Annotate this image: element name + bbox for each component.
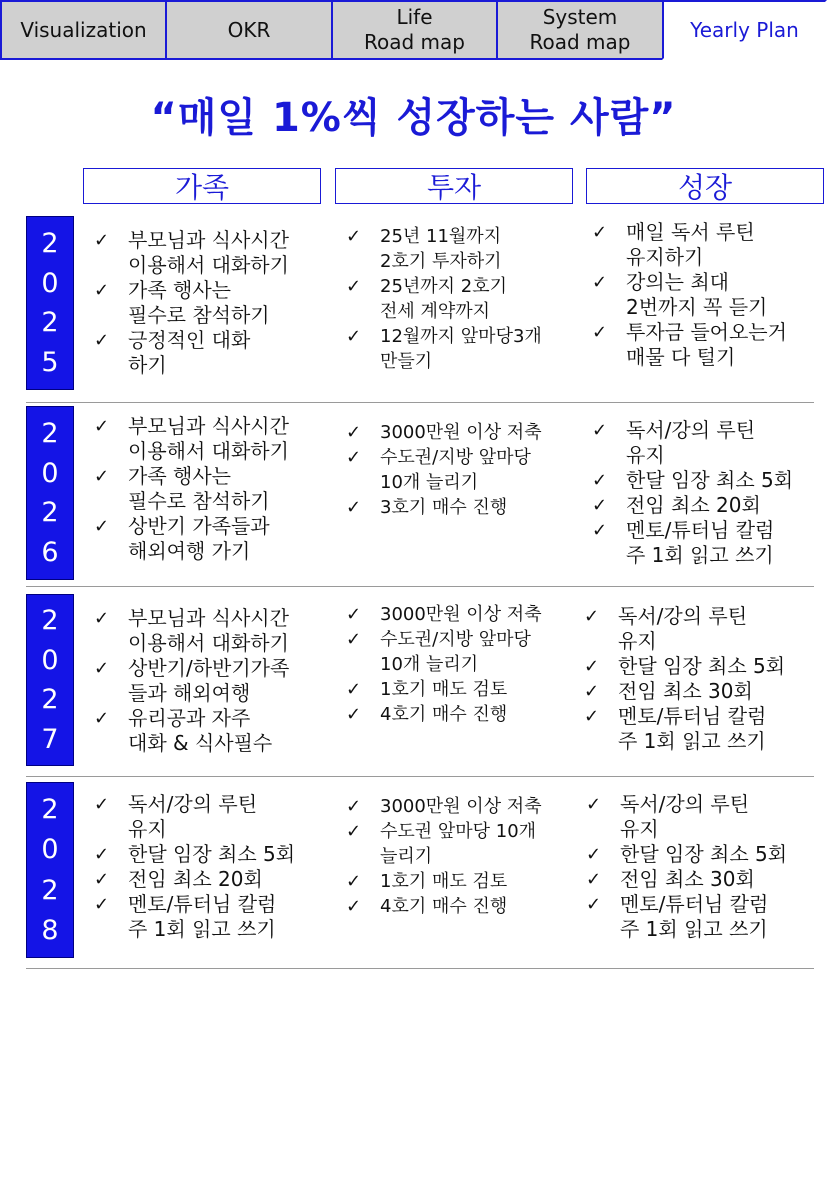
- year-digit: 2: [41, 227, 59, 259]
- goal-list: [592, 220, 820, 370]
- check-mark-icon: ✓: [94, 466, 110, 487]
- goal-list: [94, 228, 332, 378]
- goal-item: [346, 324, 584, 374]
- cell-family: [94, 228, 332, 378]
- goal-item: [94, 606, 332, 656]
- goal-text: 4호기 매수 진행: [380, 704, 508, 725]
- goal-text: 3000만원 이상 저축: [380, 422, 542, 443]
- goal-text: 가족 행사는 필수로 참석하기: [128, 464, 270, 513]
- goal-item: [94, 656, 332, 706]
- tab-bar: [0, 0, 827, 60]
- check-mark-icon: ✓: [584, 706, 600, 727]
- year-badge: [26, 406, 74, 580]
- goal-item: [346, 495, 584, 520]
- cell-growth: [592, 220, 820, 370]
- goal-list: [346, 794, 584, 919]
- goal-text: 독서/강의 루틴 유지: [626, 418, 756, 467]
- goal-item: [584, 654, 812, 679]
- check-mark-icon: ✓: [586, 869, 602, 890]
- tab-visualization[interactable]: Visualization: [0, 0, 167, 60]
- goal-item: [346, 274, 584, 324]
- goal-item: [584, 704, 812, 754]
- goal-item: [94, 792, 332, 842]
- cell-invest: [346, 420, 584, 520]
- check-mark-icon: ✓: [584, 606, 600, 627]
- goal-item: [94, 464, 332, 514]
- check-mark-icon: ✓: [94, 516, 110, 537]
- page-title: “매일 1%씩 성장하는 사람”: [150, 95, 677, 141]
- check-mark-icon: ✓: [346, 629, 362, 650]
- year-digit: 8: [41, 914, 59, 946]
- check-mark-icon: ✓: [592, 322, 608, 343]
- goal-list: [592, 418, 820, 568]
- goal-item: [94, 892, 332, 942]
- goal-item: [94, 228, 332, 278]
- goal-text: 부모님과 식사시간 이용해서 대화하기: [128, 606, 289, 655]
- goal-text: 전임 최소 30회: [620, 867, 755, 891]
- goal-text: 부모님과 식사시간 이용해서 대화하기: [128, 414, 289, 463]
- goal-text: 전임 최소 30회: [618, 679, 753, 703]
- goal-text: 유리공과 자주 대화 & 식사필수: [128, 706, 273, 755]
- goal-item: [592, 418, 820, 468]
- column-header-growth: 성장: [586, 168, 824, 204]
- cell-family: [94, 414, 332, 564]
- goal-text: 투자금 들어오는거 매물 다 털기: [626, 320, 787, 369]
- year-badge: [26, 216, 74, 390]
- check-mark-icon: ✓: [584, 656, 600, 677]
- goal-list: [94, 606, 332, 756]
- column-header-invest: 투자: [335, 168, 573, 204]
- check-mark-icon: ✓: [94, 416, 110, 437]
- cell-family: [94, 792, 332, 942]
- cell-invest: [346, 224, 584, 374]
- cell-family: [94, 606, 332, 756]
- goal-item: [346, 819, 584, 869]
- goal-text: 멘토/튜터님 칼럼 주 1회 읽고 쓰기: [626, 518, 775, 567]
- check-mark-icon: ✓: [346, 896, 362, 917]
- check-mark-icon: ✓: [346, 796, 362, 817]
- goal-item: [592, 220, 820, 270]
- goal-text: 독서/강의 루틴 유지: [618, 604, 748, 653]
- year-digit: 0: [41, 644, 59, 676]
- goal-text: 상반기 가족들과 해외여행 가기: [128, 514, 270, 563]
- goal-text: 한달 임장 최소 5회: [618, 654, 786, 678]
- goal-text: 긍정적인 대화 하기: [128, 328, 251, 377]
- check-mark-icon: ✓: [586, 894, 602, 915]
- goal-item: [94, 328, 332, 378]
- goal-text: 25년 11월까지 2호기 투자하기: [380, 226, 502, 272]
- tab-yearly-plan[interactable]: Yearly Plan: [662, 0, 827, 60]
- goal-text: 강의는 최대 2번까지 꼭 듣기: [626, 270, 768, 319]
- year-digit: 6: [41, 537, 59, 569]
- goal-text: 전임 최소 20회: [128, 867, 263, 891]
- check-mark-icon: ✓: [94, 794, 110, 815]
- goal-text: 상반기/하반기가족 들과 해외여행: [128, 656, 290, 705]
- goal-item: [346, 894, 584, 919]
- check-mark-icon: ✓: [592, 470, 608, 491]
- goal-text: 독서/강의 루틴 유지: [620, 792, 750, 841]
- check-mark-icon: ✓: [94, 280, 110, 301]
- goal-text: 부모님과 식사시간 이용해서 대화하기: [128, 228, 289, 277]
- year-digit: 0: [41, 834, 59, 866]
- check-mark-icon: ✓: [584, 681, 600, 702]
- column-header-family: 가족: [83, 168, 321, 204]
- goal-text: 수도권/지방 앞마당 10개 늘리기: [380, 447, 531, 493]
- year-digit: 2: [41, 605, 59, 637]
- goal-text: 매일 독서 루틴 유지하기: [626, 220, 755, 269]
- goal-item: [346, 445, 584, 495]
- goal-item: [94, 867, 332, 892]
- goal-text: 수도권/지방 앞마당 10개 늘리기: [380, 629, 531, 675]
- goal-item: [346, 702, 584, 727]
- goal-item: [584, 604, 812, 654]
- goal-item: [592, 270, 820, 320]
- tab-life-road-map[interactable]: Life Road map: [331, 0, 498, 60]
- goal-list: [346, 224, 584, 374]
- goal-item: [346, 794, 584, 819]
- check-mark-icon: ✓: [346, 704, 362, 725]
- goal-text: 1호기 매도 검토: [380, 679, 508, 700]
- check-mark-icon: ✓: [346, 679, 362, 700]
- check-mark-icon: ✓: [346, 497, 362, 518]
- goal-text: 가족 행사는 필수로 참석하기: [128, 278, 270, 327]
- goal-item: [586, 892, 814, 942]
- check-mark-icon: ✓: [346, 276, 362, 297]
- check-mark-icon: ✓: [346, 422, 362, 443]
- check-mark-icon: ✓: [346, 821, 362, 842]
- tab-system-road-map[interactable]: System Road map: [496, 0, 664, 60]
- goal-item: [592, 518, 820, 568]
- year-digit: 7: [41, 723, 59, 755]
- goal-text: 4호기 매수 진행: [380, 896, 508, 917]
- year-digit: 0: [41, 457, 59, 489]
- goal-item: [346, 602, 584, 627]
- goal-item: [94, 278, 332, 328]
- cell-invest: [346, 794, 584, 919]
- goal-item: [94, 842, 332, 867]
- year-digit: 0: [41, 267, 59, 299]
- cell-invest: [346, 602, 584, 727]
- goal-list: [94, 414, 332, 564]
- year-badge: [26, 594, 74, 766]
- check-mark-icon: ✓: [586, 844, 602, 865]
- check-mark-icon: ✓: [94, 330, 110, 351]
- check-mark-icon: ✓: [94, 230, 110, 251]
- check-mark-icon: ✓: [592, 420, 608, 441]
- check-mark-icon: ✓: [592, 520, 608, 541]
- cell-growth: [592, 418, 820, 568]
- check-mark-icon: ✓: [94, 658, 110, 679]
- goal-item: [346, 627, 584, 677]
- goal-item: [346, 677, 584, 702]
- goal-text: 독서/강의 루틴 유지: [128, 792, 258, 841]
- goal-list: [346, 602, 584, 727]
- check-mark-icon: ✓: [346, 447, 362, 468]
- goal-text: 1호기 매도 검토: [380, 871, 508, 892]
- goal-list: [584, 604, 812, 754]
- goal-item: [586, 842, 814, 867]
- check-mark-icon: ✓: [346, 871, 362, 892]
- year-digit: 2: [41, 417, 59, 449]
- check-mark-icon: ✓: [592, 222, 608, 243]
- goal-item: [592, 493, 820, 518]
- goal-text: 25년까지 2호기 전세 계약까지: [380, 276, 508, 322]
- year-digit: 2: [41, 794, 59, 826]
- plan-row: [26, 776, 814, 969]
- year-digit: 2: [41, 497, 59, 529]
- check-mark-icon: ✓: [94, 608, 110, 629]
- check-mark-icon: ✓: [346, 326, 362, 347]
- year-badge: [26, 782, 74, 958]
- check-mark-icon: ✓: [346, 226, 362, 247]
- goal-item: [586, 867, 814, 892]
- goal-text: 한달 임장 최소 5회: [128, 842, 296, 866]
- cell-growth: [584, 604, 812, 754]
- plan-row: [26, 586, 814, 777]
- goal-item: [94, 514, 332, 564]
- goal-text: 3000만원 이상 저축: [380, 796, 542, 817]
- year-digit: 2: [41, 684, 59, 716]
- cell-growth: [586, 792, 814, 942]
- goal-text: 수도권 앞마당 10개 늘리기: [380, 821, 537, 867]
- check-mark-icon: ✓: [346, 604, 362, 625]
- check-mark-icon: ✓: [94, 708, 110, 729]
- plan-row: [26, 212, 814, 403]
- goal-text: 3000만원 이상 저축: [380, 604, 542, 625]
- check-mark-icon: ✓: [94, 844, 110, 865]
- goal-list: [94, 792, 332, 942]
- goal-list: [586, 792, 814, 942]
- year-digit: 2: [41, 307, 59, 339]
- check-mark-icon: ✓: [592, 495, 608, 516]
- goal-item: [94, 706, 332, 756]
- goal-item: [586, 792, 814, 842]
- goal-item: [346, 224, 584, 274]
- goal-text: 전임 최소 20회: [626, 493, 761, 517]
- plan-row: [26, 402, 814, 587]
- year-digit: 2: [41, 874, 59, 906]
- goal-text: 3호기 매수 진행: [380, 497, 508, 518]
- check-mark-icon: ✓: [592, 272, 608, 293]
- goal-item: [346, 420, 584, 445]
- tab-okr[interactable]: OKR: [165, 0, 333, 60]
- year-digit: 5: [41, 347, 59, 379]
- goal-item: [584, 679, 812, 704]
- check-mark-icon: ✓: [94, 894, 110, 915]
- goal-text: 한달 임장 최소 5회: [620, 842, 788, 866]
- goal-text: 멘토/튜터님 칼럼 주 1회 읽고 쓰기: [618, 704, 767, 753]
- check-mark-icon: ✓: [586, 794, 602, 815]
- check-mark-icon: ✓: [94, 869, 110, 890]
- goal-text: 멘토/튜터님 칼럼 주 1회 읽고 쓰기: [128, 892, 277, 941]
- goal-text: 12월까지 앞마당3개 만들기: [380, 326, 542, 372]
- goal-item: [592, 320, 820, 370]
- goal-list: [346, 420, 584, 520]
- goal-item: [346, 869, 584, 894]
- goal-text: 멘토/튜터님 칼럼 주 1회 읽고 쓰기: [620, 892, 769, 941]
- goal-item: [592, 468, 820, 493]
- goal-text: 한달 임장 최소 5회: [626, 468, 794, 492]
- goal-item: [94, 414, 332, 464]
